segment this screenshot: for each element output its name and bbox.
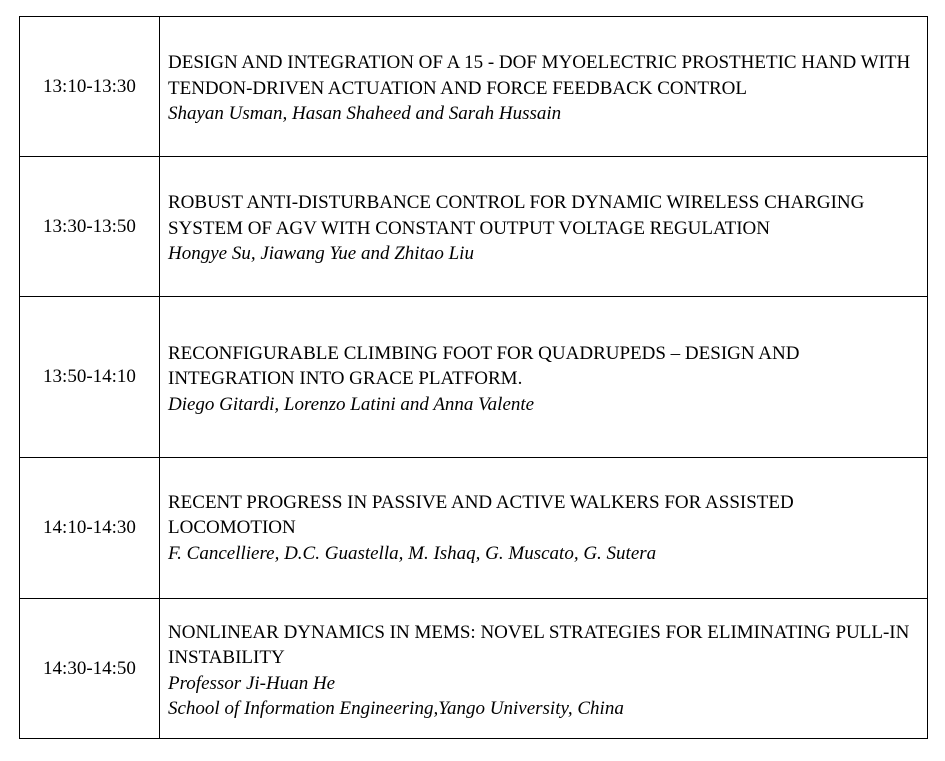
time-slot: 13:50-14:10 (20, 297, 160, 458)
schedule-row (20, 599, 928, 739)
schedule-row (20, 157, 928, 297)
session-details (160, 17, 928, 157)
time-slot: 13:10-13:30 (20, 17, 160, 157)
paper-title: RECENT PROGRESS IN PASSIVE AND ACTIVE WALKERS FOR ASSISTED LOCOMOTION (168, 491, 794, 539)
time-slot: 14:10-14:30 (20, 458, 160, 599)
session-details (160, 297, 928, 458)
paper-authors: Hongye Su, Jiawang Yue and Zhitao Liu (168, 243, 474, 265)
schedule-row (20, 17, 928, 157)
author-affiliation: School of Information Engineering,Yango University, China (168, 698, 624, 719)
paper-title: NONLINEAR DYNAMICS IN MEMS: NOVEL STRATEGIES FOR ELIMINATING PULL-IN INSTABILITY (168, 621, 910, 668)
session-details (160, 458, 928, 599)
time-slot: 14:30-14:50 (20, 599, 160, 739)
session-details (160, 599, 928, 739)
paper-authors: F. Cancelliere, D.C. Guastella, M. Ishaq, G. Muscato, G. Sutera (168, 542, 657, 564)
schedule-table (19, 16, 928, 739)
time-slot: 13:30-13:50 (20, 157, 160, 297)
session-details (160, 157, 928, 297)
paper-title: DESIGN AND INTEGRATION OF A 15 - DOF MYOELECTRIC PROSTHETIC HAND WITH TENDON-DRIVEN ACTUATION AND FORCE FEEDBACK CONTROL (168, 52, 911, 99)
schedule-row (20, 297, 928, 458)
paper-title: RECONFIGURABLE CLIMBING FOOT FOR QUADRUPEDS – DESIGN AND INTEGRATION INTO GRACE PLATFORM. (168, 342, 800, 390)
paper-authors: Professor Ji-Huan He (168, 672, 336, 694)
paper-title: ROBUST ANTI-DISTURBANCE CONTROL FOR DYNAMIC WIRELESS CHARGING SYSTEM OF AGV WITH CONSTANT OUTPUT VOLTAGE REGULATION (168, 192, 865, 239)
paper-authors: Shayan Usman, Hasan Shaheed and Sarah Hussain (168, 103, 562, 125)
paper-authors: Diego Gitardi, Lorenzo Latini and Anna Valente (168, 393, 535, 415)
schedule-row (20, 458, 928, 599)
